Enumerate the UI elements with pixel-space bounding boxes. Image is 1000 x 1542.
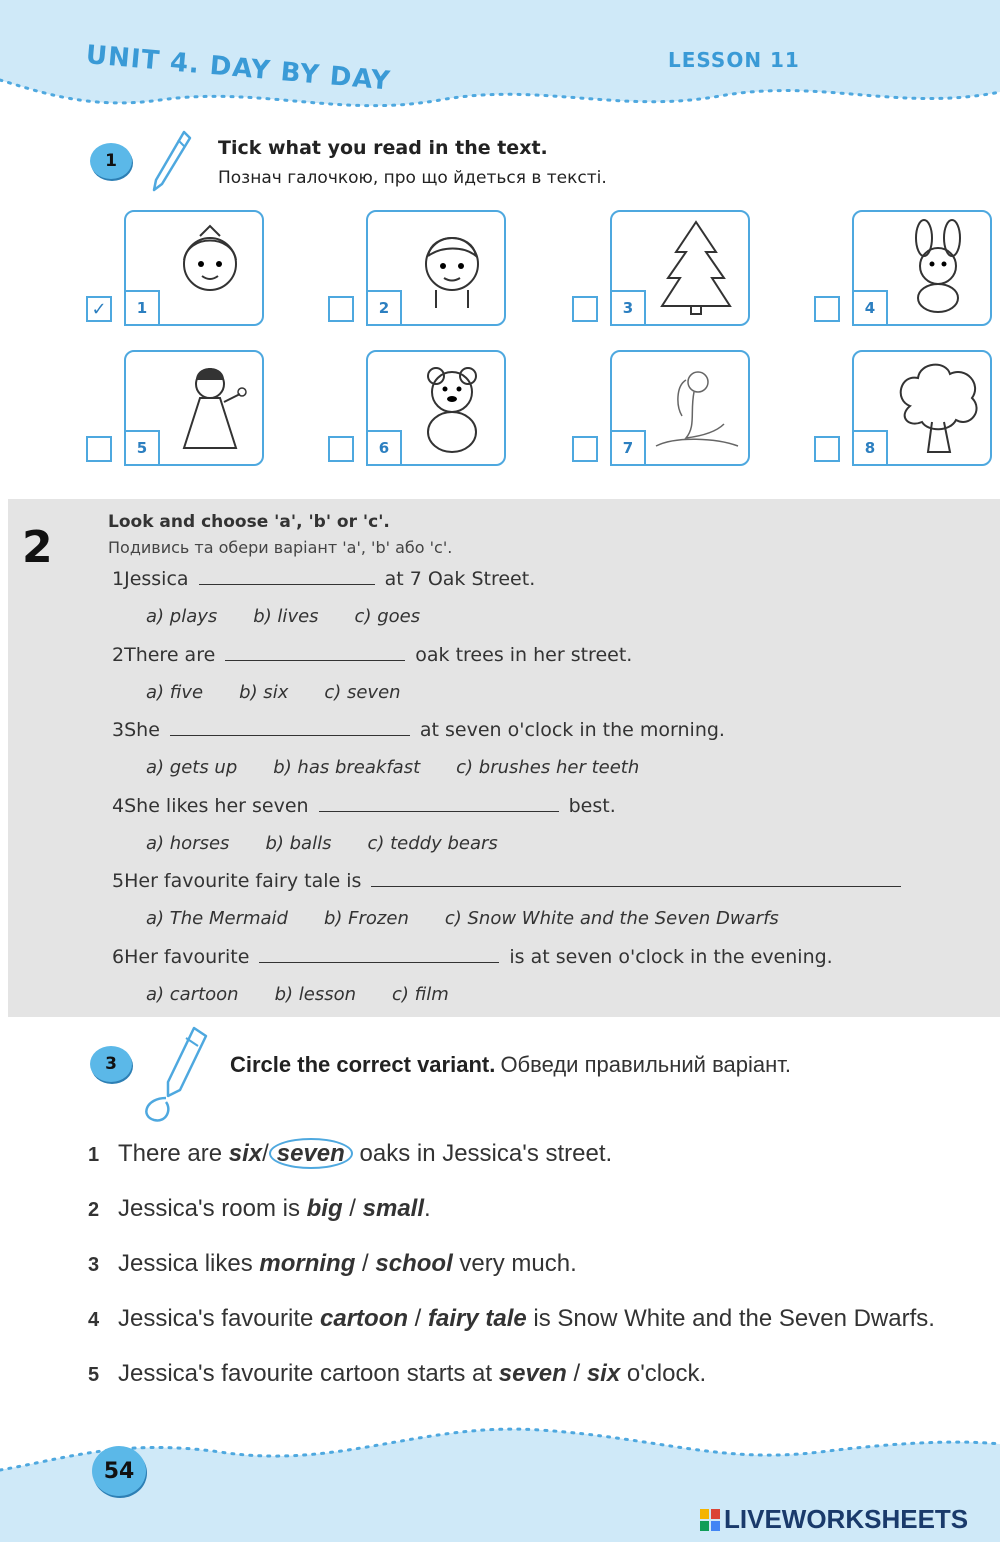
option-c[interactable]: c) seven	[324, 681, 401, 703]
question-text-after: at seven o'clock in the morning.	[419, 719, 725, 741]
fir-tree-icon	[646, 216, 746, 316]
bunny-icon	[888, 216, 988, 316]
boy-icon	[402, 216, 502, 316]
exercise-3-number: 3	[90, 1046, 132, 1082]
option-b[interactable]: b) balls	[265, 832, 332, 854]
choice-a[interactable]: morning	[259, 1250, 356, 1277]
picture-number: 3	[610, 290, 646, 326]
sentence-text-before: There are	[118, 1140, 229, 1167]
question-options	[146, 833, 534, 854]
choice-b[interactable]: seven	[269, 1138, 353, 1169]
answer-blank[interactable]	[199, 584, 375, 585]
question-number: 3	[112, 719, 125, 741]
picture-card-6	[366, 350, 506, 466]
picture-card-2	[366, 210, 506, 326]
question-text-after: is at seven o'clock in the evening.	[509, 945, 833, 968]
question-options	[146, 908, 815, 929]
tick-box-8[interactable]	[814, 436, 840, 462]
choice-separator: /	[408, 1305, 429, 1332]
question-text-after: oak trees in her street.	[415, 643, 633, 666]
tick-box-3[interactable]	[572, 296, 598, 322]
option-c[interactable]: c) film	[392, 983, 449, 1005]
question-text-before: There are	[124, 643, 216, 666]
sentence-3	[88, 1250, 577, 1278]
question-5	[112, 870, 911, 892]
sentence-text-after: o'clock.	[620, 1360, 707, 1387]
question-text-before: She	[124, 719, 160, 741]
picture-card-1	[124, 210, 264, 326]
choice-a[interactable]: cartoon	[320, 1305, 409, 1332]
option-b[interactable]: b) lives	[253, 606, 319, 627]
mermaid-icon	[646, 356, 746, 456]
question-3	[112, 719, 725, 741]
question-text-before: She likes her seven	[124, 794, 309, 817]
sentence-number: 4	[88, 1309, 100, 1331]
exercise-3-instruction-row	[230, 1052, 791, 1078]
picture-number: 6	[366, 430, 402, 466]
liveworksheets-logo[interactable]	[700, 1504, 968, 1535]
option-b[interactable]: b) has breakfast	[273, 757, 421, 778]
option-c[interactable]: c) brushes her teeth	[456, 757, 640, 778]
question-number: 2	[112, 643, 125, 666]
question-number: 5	[112, 870, 125, 892]
picture-number: 4	[852, 290, 888, 326]
option-b[interactable]: b) six	[239, 681, 289, 703]
option-b[interactable]: b) lesson	[274, 983, 357, 1005]
page-number: 54	[92, 1446, 146, 1496]
question-options	[146, 984, 485, 1005]
option-a[interactable]: a) five	[146, 681, 204, 703]
question-1	[112, 568, 535, 590]
option-a[interactable]: a) horses	[146, 832, 230, 854]
option-b[interactable]: b) Frozen	[323, 908, 409, 929]
snow-white-icon	[160, 356, 260, 456]
oak-tree-icon	[888, 356, 988, 456]
picture-number: 5	[124, 430, 160, 466]
choice-b[interactable]: small	[362, 1195, 425, 1222]
answer-blank[interactable]	[371, 886, 901, 887]
question-text-before: Her favourite fairy tale is	[124, 870, 362, 892]
pencil-icon	[148, 128, 192, 194]
picture-number: 1	[124, 290, 160, 326]
sentence-text-before: Jessica's favourite cartoon starts at	[118, 1360, 499, 1387]
exercise-3-instruction: Circle the correct variant.	[230, 1052, 496, 1077]
choice-separator: /	[342, 1195, 363, 1222]
pencil-circle-icon	[136, 1024, 216, 1124]
sentence-number: 2	[88, 1199, 100, 1221]
choice-separator: /	[262, 1140, 269, 1167]
check-mark-icon: ✓	[91, 298, 107, 320]
choice-a[interactable]: seven	[498, 1360, 567, 1387]
sentence-2	[88, 1195, 431, 1223]
exercise-3-instruction-ua: Обведи правильний варіант.	[500, 1052, 792, 1077]
question-4	[112, 795, 616, 817]
question-text-before: Her favourite	[124, 945, 250, 968]
exercise-2-number: 2	[22, 522, 53, 573]
tick-box-2[interactable]	[328, 296, 354, 322]
picture-card-5	[124, 350, 264, 466]
tick-box-4[interactable]	[814, 296, 840, 322]
answer-blank[interactable]	[225, 660, 405, 661]
sentence-4	[88, 1305, 935, 1333]
unit-title: UNIT 4. DAY BY DAY	[84, 40, 392, 97]
tick-box-6[interactable]	[328, 436, 354, 462]
picture-number: 8	[852, 430, 888, 466]
answer-blank[interactable]	[170, 735, 410, 736]
brand-icon	[700, 1509, 720, 1531]
question-text-after: best.	[568, 794, 616, 817]
exercise-2-instruction: Look and choose 'a', 'b' or 'c'.	[108, 512, 390, 532]
picture-card-3	[610, 210, 750, 326]
exercise-2-instruction-ua: Подивись та обери варіант 'a', 'b' або 'c'.	[108, 538, 453, 557]
picture-card-8	[852, 350, 992, 466]
sentence-5	[88, 1360, 706, 1388]
sentence-text-after: .	[424, 1195, 431, 1222]
question-options	[146, 757, 675, 778]
picture-number: 7	[610, 430, 646, 466]
exercise-1-instruction: Tick what you read in the text.	[218, 137, 548, 159]
sentence-1	[88, 1140, 612, 1168]
question-text-before: Jessica	[124, 568, 189, 590]
exercise-1-number: 1	[90, 143, 132, 179]
question-options	[146, 682, 437, 703]
teddy-bear-icon	[402, 356, 502, 456]
choice-a[interactable]: six	[228, 1140, 263, 1167]
option-a[interactable]: a) cartoon	[146, 983, 239, 1005]
sentence-text-after: very much.	[452, 1250, 577, 1277]
question-number: 6	[112, 945, 125, 968]
option-a[interactable]: a) plays	[146, 606, 218, 627]
lesson-title: LESSON 11	[668, 48, 800, 72]
question-number: 1	[112, 568, 125, 590]
question-6	[112, 946, 833, 968]
option-a[interactable]: a) gets up	[146, 757, 238, 778]
tick-box-7[interactable]	[572, 436, 598, 462]
choice-separator: /	[355, 1250, 376, 1277]
sentence-text-before: Jessica's room is	[118, 1195, 307, 1222]
exercise-1-instruction-ua: Познач галочкою, про що йдеться в тексті.	[218, 168, 607, 188]
sentence-text-after: oaks in Jessica's street.	[352, 1140, 613, 1167]
question-options	[146, 606, 456, 627]
question-text-after: at 7 Oak Street.	[384, 568, 536, 590]
picture-number: 2	[366, 290, 402, 326]
sentence-number: 3	[88, 1254, 100, 1276]
sentence-text-before: Jessica likes	[118, 1250, 260, 1277]
sentence-number: 5	[88, 1364, 100, 1386]
tick-box-5[interactable]	[86, 436, 112, 462]
question-2	[112, 644, 632, 666]
choice-b[interactable]: school	[375, 1250, 453, 1277]
option-a[interactable]: a) The Mermaid	[146, 908, 288, 929]
tick-box-1[interactable]	[86, 296, 112, 322]
option-c[interactable]: c) Snow White and the Seven Dwarfs	[444, 908, 779, 929]
sentence-text-before: Jessica's favourite	[118, 1305, 320, 1332]
option-c[interactable]: c) teddy bears	[367, 832, 498, 854]
choice-b[interactable]: fairy tale	[428, 1305, 527, 1332]
picture-card-4	[852, 210, 992, 326]
brand-name: LIVEWORKSHEETS	[724, 1504, 969, 1534]
sentence-text-after: is Snow White and the Seven Dwarfs.	[526, 1305, 935, 1332]
choice-a[interactable]: big	[306, 1195, 343, 1222]
girl-icon	[160, 216, 260, 316]
choice-b[interactable]: six	[586, 1360, 621, 1387]
question-number: 4	[112, 794, 125, 817]
answer-blank[interactable]	[259, 962, 499, 963]
picture-card-7	[610, 350, 750, 466]
option-c[interactable]: c) goes	[354, 606, 421, 627]
sentence-number: 1	[88, 1144, 100, 1166]
choice-separator: /	[566, 1360, 587, 1387]
answer-blank[interactable]	[319, 811, 559, 812]
